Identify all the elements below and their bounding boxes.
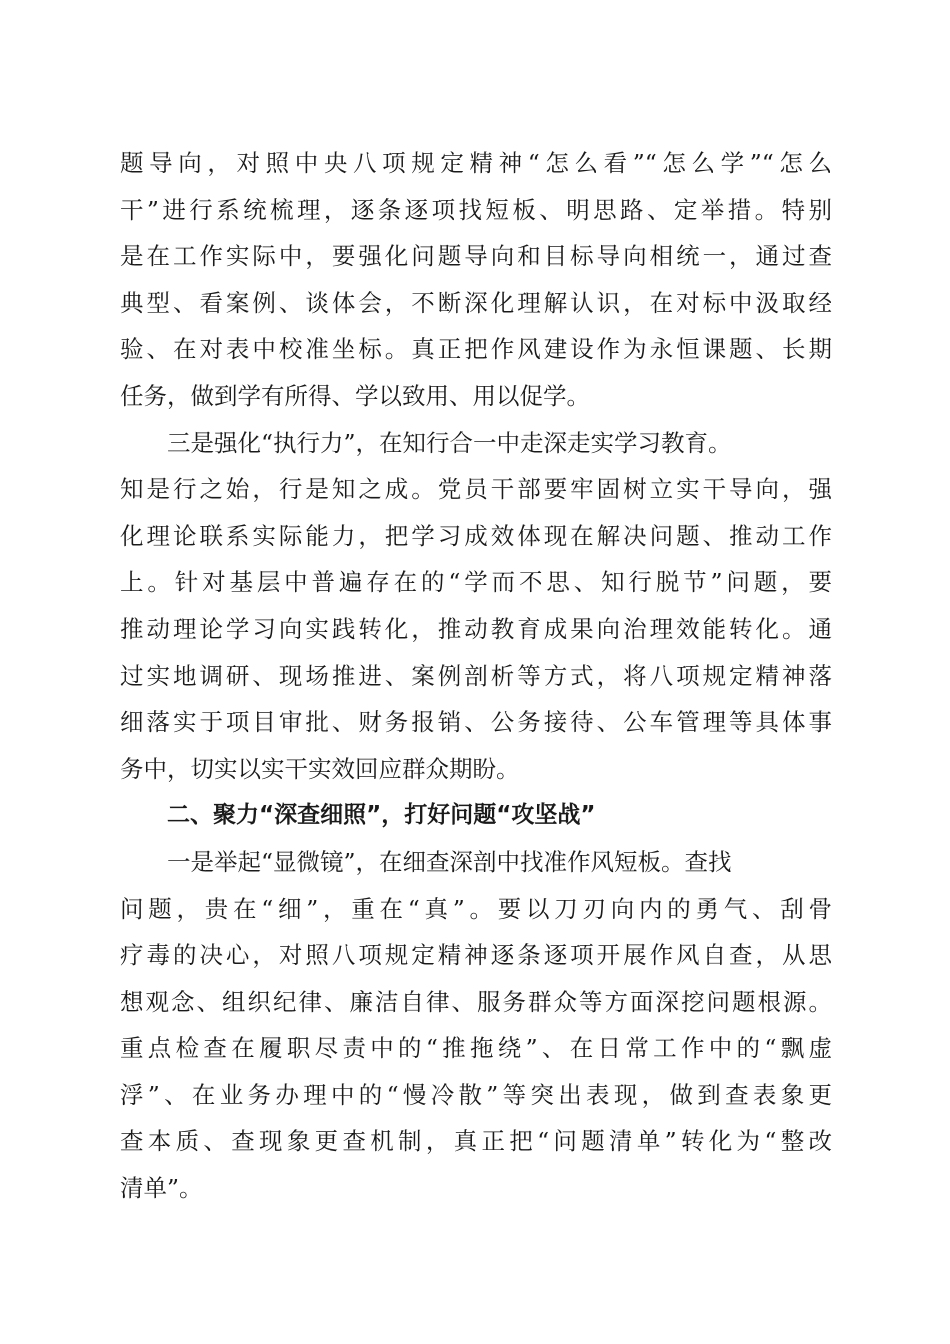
body-line: 重点检查在履职尽责中的“推拖绕”、在日常工作中的“飘虚	[120, 1034, 832, 1063]
document-body	[120, 140, 832, 1212]
body-line: 验、在对表中校准坐标。真正把作风建设作为永恒课题、长期	[120, 335, 832, 364]
body-line: 题导向，对照中央八项规定精神“怎么看”“怎么学”“怎么	[120, 149, 832, 177]
body-line: 浮”、在业务办理中的“慢冷散”等突出表现，做到查表象更	[120, 1080, 832, 1109]
body-line: 务中，切实以实干实效回应群众期盼。	[120, 754, 520, 783]
body-line: 想观念、组织纪律、廉洁自律、服务群众等方面深挖问题根源。	[120, 987, 832, 1016]
body-line: 知是行之始，行是知之成。党员干部要牢固树立实干导向，强	[120, 475, 832, 504]
body-line: 上。针对基层中普遍存在的“学而不思、知行脱节”问题，要	[120, 568, 832, 597]
body-line: 疗毒的决心，对照八项规定精神逐条逐项开展作风自查，从思	[120, 941, 832, 970]
body-line: 推动理论学习向实践转化，推动教育成果向治理效能转化。通	[120, 614, 832, 643]
body-line: 是在工作实际中，要强化问题导向和目标导向相统一，通过查	[120, 242, 832, 271]
body-line: 过实地调研、现场推进、案例剖析等方式，将八项规定精神落	[120, 661, 832, 690]
body-line: 化理论联系实际能力，把学习成效体现在解决问题、推动工作	[120, 521, 832, 550]
paragraph-lead-line: 三是强化“执行力”，在知行合一中走深走实学习教育。	[167, 428, 732, 457]
body-line: 任务，做到学有所得、学以致用、用以促学。	[120, 381, 590, 410]
paragraph-lead-line: 一是举起“显微镜”，在细查深剖中找准作风短板。查找	[167, 847, 732, 876]
body-line: 细落实于项目审批、财务报销、公务接待、公车管理等具体事	[120, 708, 832, 737]
body-line: 清单”。	[120, 1174, 203, 1203]
body-line: 问题，贵在“细”，重在“真”。要以刀刃向内的勇气、刮骨	[120, 894, 832, 923]
body-line: 查本质、查现象更查机制，真正把“问题清单”转化为“整改	[120, 1127, 832, 1156]
body-line: 典型、看案例、谈体会，不断深化理解认识，在对标中汲取经	[120, 288, 832, 317]
section-heading: 二、聚力“深查细照”，打好问题“攻坚战”	[167, 802, 596, 829]
body-line: 干”进行系统梳理，逐条逐项找短板、明思路、定举措。特别	[120, 195, 832, 224]
